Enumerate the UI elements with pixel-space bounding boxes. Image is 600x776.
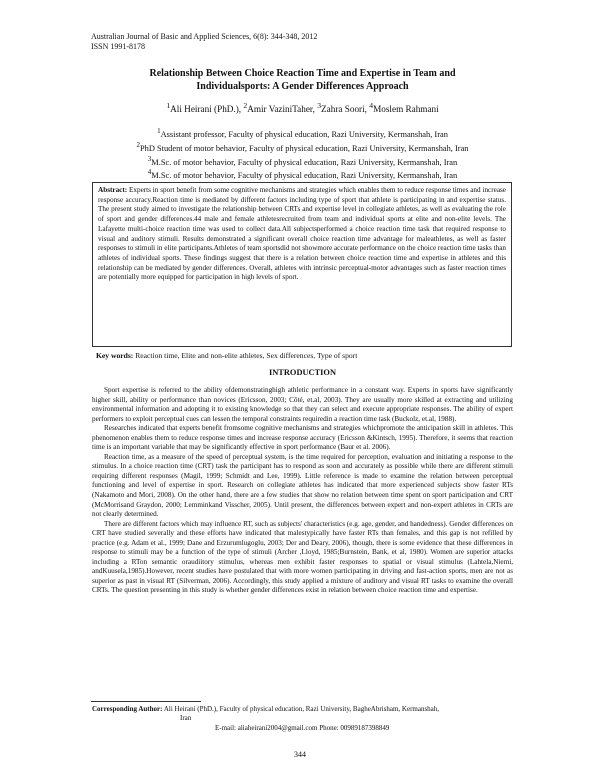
section-heading: INTRODUCTION bbox=[268, 368, 336, 377]
journal-citation: Australian Journal of Basic and Applied Sciences, 6(8): 344-348, 2012 bbox=[91, 32, 318, 41]
affiliation bbox=[95, 126, 510, 140]
author-index: 4 bbox=[369, 101, 374, 110]
body-paragraph: There are different factors which may influence RT, such as subjects' characteristics (e.g. age, gender, and handedness). Gender differences on CRT have studied severally and these efforts have indicated that malestypically have faster RTs than females, and this gap is not refilled by practice (e.g. Adam et al., 1999; Dane and Erzurumlugoglu, 2003; Der and Deary, 2006), though, there is some evidence that these differences in response to stimuli may be a function of the type of stimuli (Archer ,Lloyd, 1985;Burnstein, Bank, et al, 1980). Women are superior attacks including a RTon semantic oraudiitory stimulus, whereas men exhibit faster responses to spatial or visual stimulus (Lahtela,Niemi, andKuusela,1985).However, recent studies have postulated that with more women participating in driving and fast-action sports, men are not as superior as past in visual RT (Silverman, 2006). Accordingly, this study applied a mixture of auditory and visual RT tasks to examine the overall CRTs. The question presenting in this study is whether gender differences exist in relation between choice reaction time and expertise. bbox=[92, 519, 513, 595]
affiliation bbox=[95, 154, 510, 168]
keywords-label: Key words: bbox=[96, 351, 134, 360]
affiliation-list bbox=[95, 126, 510, 181]
journal-issn: ISSN 1991-8178 bbox=[91, 42, 146, 51]
journal-header bbox=[91, 32, 317, 52]
abstract-text: Experts in sport benefit from some cognitive mechanisms and strategies which enables them to reduce response times and increase response accuracy.Reaction time is mediated by different factors including type of sport that athlete is participating in and expertise status. The present study aimed to investigate the relationship between CRTs and expertise level in collegiate athletes, as well as evaluating the role of sport and gender differences.44 male and female athletesrecruited from team and individual sports at elite and non-elite levels. The Lafayette multi-choice reaction time was used to collect data.All subjectsperformed a choice reaction time task that required response to visual and auditory stimuli. Results demonstrated a significant overall choice reaction time advantage for maleathletes, as well as faster responses to stimuli in elite participants.Athletes of team sportsdid not showmore accurate performance on the choice reaction time tasks than athletes of individual sports. These findings suggest that there is a relation between choice reaction time and expertise in athletes and this relationship can be mediated by gender differences. Overall, athletes with intrinsic perceptual-motor advantages such as faster reaction times are potentially more equipped for participation in high levels of sport. bbox=[98, 186, 506, 282]
affiliation-index: 1 bbox=[157, 127, 161, 135]
corresponding-author-label: Corresponding Author: bbox=[92, 705, 163, 713]
footnote-divider bbox=[91, 701, 201, 702]
corresponding-author-line bbox=[92, 705, 513, 714]
corresponding-author-text: Ali Heirani (PhD.), Faculty of physical education, Razi University, BagheAbrisham, Kermanshah, bbox=[162, 705, 440, 713]
abstract-label: Abstract: bbox=[98, 186, 128, 194]
author-index: 2 bbox=[243, 101, 248, 110]
body-paragraph: Researches indicated that experts benefit fromsome cognitive mechanisms and strategies whichpromote the anticipation skill in athletes. This phenomenon enables them to reduce response times and increase response accuracy (Ericsson &Kintsch, 1995). Therefore, it seems that reaction time is an important variable that may be significantly effective in sport performance (Baur et al. 2006). bbox=[92, 424, 513, 452]
page-number: 344 bbox=[294, 750, 306, 759]
affiliation-index: 4 bbox=[147, 168, 152, 177]
affiliation-index: 2 bbox=[136, 140, 141, 149]
abstract bbox=[98, 186, 506, 283]
affiliation bbox=[95, 140, 510, 154]
affiliation-index: 3 bbox=[147, 154, 152, 163]
abstract-box bbox=[92, 182, 512, 347]
body-paragraph: Sport expertise is referred to the ability ofdemonstratinghigh athletic performance in a constant way. Experts in sports have significantly higher skill, ability or performance than novices (Ericsson, 2003; Côté, et.al, 2003). They are usually more skilled at extracting and utilizing environmental information and adopting it to existing knowledge so that they can select and execute appropriate responses. The ability of expert performers to exploit perceptual cues can lessen the temporal constraints requiredin a reaction time task (Buckolz, et.al, 1988). bbox=[92, 386, 513, 423]
corresponding-author-country: Iran bbox=[180, 714, 192, 723]
corresponding-author-note bbox=[92, 705, 513, 733]
affiliation-text: M.Sc. of motor behavior, Faculty of physical education, Razi University, Kermanshah, Iran bbox=[151, 171, 458, 181]
author-name: Amir VaziniTaher, bbox=[247, 104, 318, 115]
author-name: Ali Heirani (PhD.), bbox=[170, 104, 244, 115]
affiliation-text: Assistant professor, Faculty of physical education, Razi University, Kermanshah, Iran bbox=[160, 129, 448, 139]
affiliation-text: PhD Student of motor behavior, Faculty of physical education, Razi University, Kermanshah, Iran bbox=[140, 143, 469, 153]
author-name: Moslem Rahmani bbox=[373, 104, 439, 115]
corresponding-author-contact: E-mail: aliaheirani2004@gmail.com Phone: 00989187398849 bbox=[215, 723, 390, 732]
author-name: Zahra Soori, bbox=[321, 104, 370, 115]
affiliation-text: M.Sc. of motor behavior, Faculty of physical education, Razi University, Kermanshah, Iran bbox=[151, 157, 458, 167]
author-list bbox=[95, 100, 510, 115]
keywords bbox=[96, 351, 511, 361]
introduction-body bbox=[92, 386, 513, 596]
affiliation bbox=[95, 167, 510, 181]
keywords-text: Reaction time, Elite and non-elite athletes, Sex differences, Type of sport bbox=[133, 351, 358, 360]
paper-title bbox=[95, 67, 510, 93]
paper-title-line: Relationship Between Choice Reaction Time and Expertise in Team and bbox=[149, 68, 456, 79]
paper-title-line: Individualsports: A Gender Differences Approach bbox=[196, 81, 409, 92]
body-paragraph: Reaction time, as a measure of the speed of perceptual system, is the time required for perception, evaluation and initiating a response to the stimulus. In a choice reaction time (CRT) task the participant has to respond as soon and accurately as possible while there are different stimuli requiring different responses (Magil, 1999; Schmidt and Lee, 1999). Little reference is made to examine the relation between perceptual functioning and level of expertise in sport. Research on collegiate athletes has indicated that more experienced subjects show faster RTs (Nakamoto and Mori, 2008). On the other hand, there are a few studies that show no relation between time spent on sport participation and CRT (McMorrisand Graydon, 2000; Lemminkand Visscher, 2005). Until present, the differences between expert and non-expert athletes in CRTs are not clearly determined. bbox=[92, 452, 513, 519]
author-index: 3 bbox=[317, 101, 322, 110]
author-index: 1 bbox=[166, 101, 171, 110]
